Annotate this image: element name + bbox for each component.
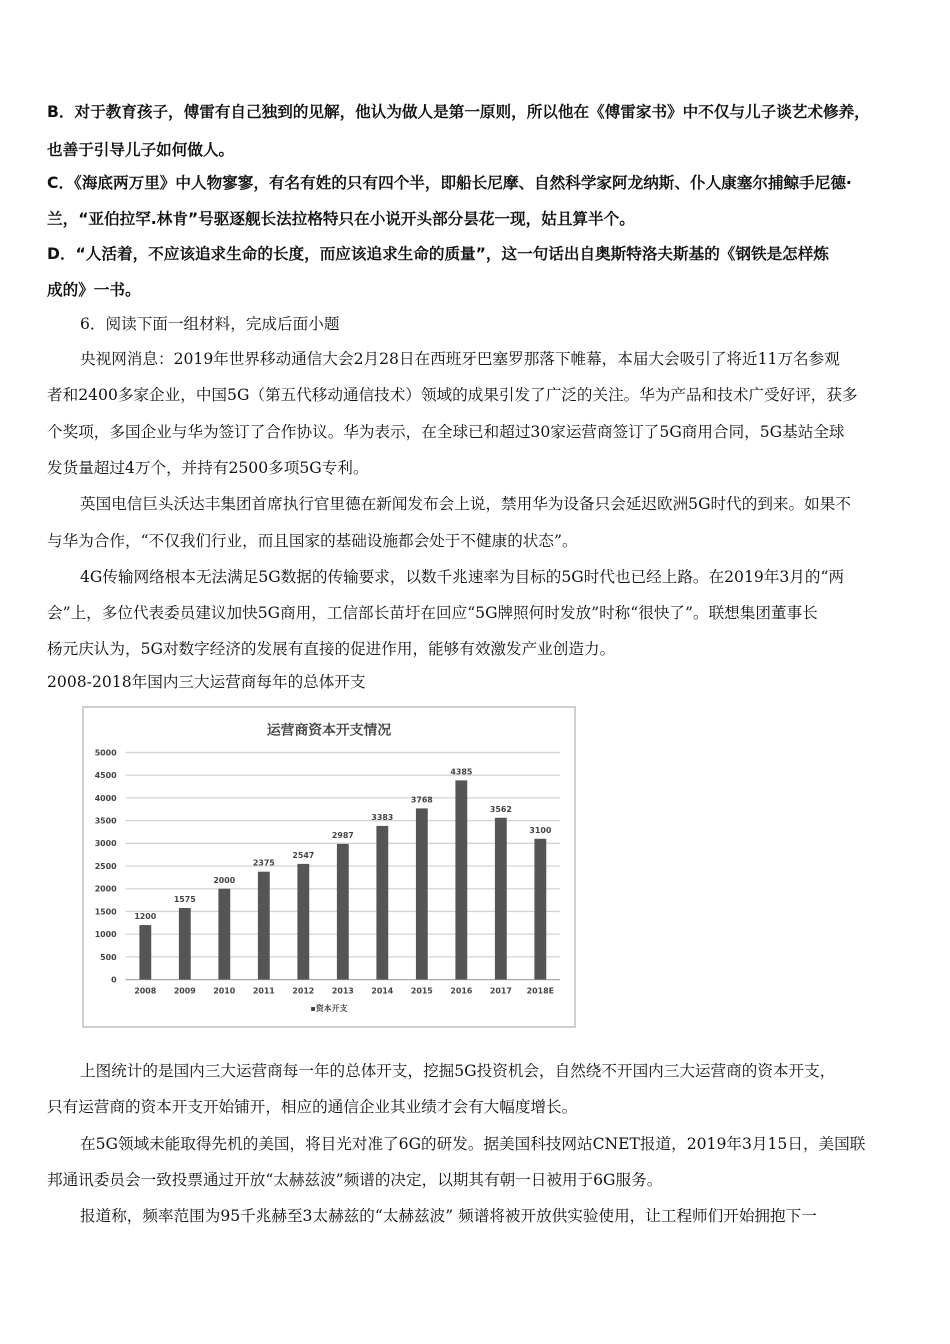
paragraph-line: 个奖项，多国企业与华为签订了合作协议。华为表示，在全球已和超过30家运营商签订了5G商用合同，5G基站全球 — [47, 422, 845, 441]
x-tick-label: 2017 — [489, 986, 512, 996]
bar — [376, 826, 388, 980]
paragraph-line: 只有运营商的资本开支开始铺开，相应的通信企业其业绩才会有大幅度增长。 — [47, 1098, 578, 1117]
bar — [416, 808, 428, 979]
y-tick-label: 3500 — [94, 816, 117, 826]
data-label: 4385 — [450, 767, 473, 777]
y-tick-label: 3000 — [94, 839, 117, 849]
x-tick-label: 2015 — [410, 986, 433, 996]
data-label: 1575 — [173, 895, 196, 905]
question-heading: 6．阅读下面一组材料，完成后面小题 — [80, 315, 340, 333]
y-tick-label: 1500 — [94, 907, 117, 917]
paragraph-line: 4G传输网络根本无法满足5G数据的传输要求，以数千兆速率为目标的5G时代也已经上路。在2019年3月的“两 — [80, 567, 845, 586]
paragraph-line: 者和2400多家企业，中国5G（第五代移动通信技术）领域的成果引发了广泛的关注。华为产品和技术广受好评，获多 — [47, 386, 858, 405]
bar — [258, 872, 270, 980]
paragraph-line: 杨元庆认为，5G对数字经济的发展有直接的促进作用，能够有效激发产业创造力。 — [47, 640, 616, 659]
chart-image — [82, 706, 576, 1028]
option-line: C．《海底两万里》中人物寥寥，有名有姓的只有四个半，即船长尼摩、自然科学家阿龙纳斯、仆人康塞尔捕鲸手尼德· — [47, 174, 852, 192]
y-tick-label: 1000 — [94, 930, 117, 940]
bar — [139, 925, 151, 980]
x-tick-label: 2018E — [526, 986, 555, 996]
y-tick-label: 500 — [100, 952, 117, 962]
x-tick-label: 2008 — [134, 986, 157, 996]
x-tick-label: 2014 — [371, 986, 394, 996]
bar — [218, 889, 230, 980]
x-tick-label: 2010 — [213, 986, 236, 996]
data-label: 2375 — [252, 858, 275, 868]
bar — [179, 908, 191, 980]
y-tick-label: 5000 — [94, 748, 117, 758]
option-line: B．对于教育孩子，傅雷有自己独到的见解，他认为做人是第一原则，所以他在《傅雷家书》中不仅与儿子谈艺术修养， — [47, 103, 870, 121]
data-label: 2547 — [292, 850, 315, 860]
data-label: 2987 — [331, 830, 354, 840]
y-tick-label: 2500 — [94, 861, 117, 871]
bar — [534, 839, 546, 980]
paragraph-line: 发货量超过4万个，并持有2500多项5G专利。 — [47, 458, 369, 477]
paragraph-line: 在5G领域未能取得先机的美国，将目光对准了6G的研发。据美国科技网站CNET报道，2019年3月15日，美国联 — [80, 1134, 866, 1153]
chart-caption: 2008-2018年国内三大运营商每年的总体开支 — [47, 673, 366, 691]
bar — [297, 864, 309, 980]
data-label: 1200 — [134, 912, 157, 922]
y-tick-label: 4000 — [94, 793, 117, 803]
paragraph-line: 上图统计的是国内三大运营商每一年的总体开支，挖掘5G投资机会，自然绕不开国内三大运营商的资本开支， — [80, 1062, 836, 1080]
option-line: D．“人活着，不应该追求生命的长度，而应该追求生命的质量”，这一句话出自奥斯特洛夫斯基的《钢铁是怎样炼 — [47, 245, 829, 263]
paragraph-line: 央视网消息：2019年世界移动通信大会2月28日在西班牙巴塞罗那落下帷幕，本届大会吸引了将近11万名参观 — [80, 350, 840, 368]
data-label: 3562 — [489, 804, 512, 814]
option-line: 兰，“亚伯拉罕.林肯”号驱逐舰长法拉格特只在小说开头部分昙花一现，姑且算半个。 — [47, 210, 635, 228]
x-tick-label: 2012 — [292, 986, 315, 996]
chart-title: 运营商资本开支情况 — [266, 722, 392, 739]
bar — [337, 844, 349, 980]
x-tick-label: 2016 — [450, 986, 473, 996]
option-line: 成的》一书。 — [47, 281, 141, 299]
capex-bar-chart — [84, 708, 574, 1026]
paragraph-line: 与华为合作，“不仅我们行业，而且国家的基础设施都会处于不健康的状态”。 — [47, 531, 578, 550]
paragraph-line: 会”上，多位代表委员建议加快5G商用，工信部长苗圩在回应“5G牌照何时发放”时称“很快了”。联想集团董事长 — [47, 604, 818, 623]
data-label: 3383 — [371, 812, 394, 822]
y-tick-label: 4500 — [94, 771, 117, 781]
paragraph-line: 邦通讯委员会一致投票通过开放“太赫兹波”频谱的决定，以期其有朝一日被用于6G服务。 — [47, 1170, 663, 1189]
bar — [455, 780, 467, 979]
x-tick-label: 2011 — [252, 986, 275, 996]
y-tick-label: 0 — [111, 975, 117, 985]
paragraph-line: 报道称，频率范围为95千兆赫至3太赫兹的“太赫兹波” 频谱将被开放供实验使用，让工程师们开始拥抱下一 — [80, 1207, 817, 1226]
paragraph-line: 英国电信巨头沃达丰集团首席执行官里德在新闻发布会上说，禁用华为设备只会延迟欧洲5G时代的到来。如果不 — [80, 495, 851, 514]
x-tick-label: 2009 — [173, 986, 196, 996]
data-label: 3100 — [529, 825, 552, 835]
x-tick-label: 2013 — [331, 986, 354, 996]
chart-legend: ▪资本开支 — [310, 1004, 348, 1014]
data-label: 2000 — [213, 875, 236, 885]
data-label: 3768 — [410, 795, 433, 805]
bar — [495, 818, 507, 980]
y-tick-label: 2000 — [94, 884, 117, 894]
option-line: 也善于引导儿子如何做人。 — [47, 141, 235, 159]
